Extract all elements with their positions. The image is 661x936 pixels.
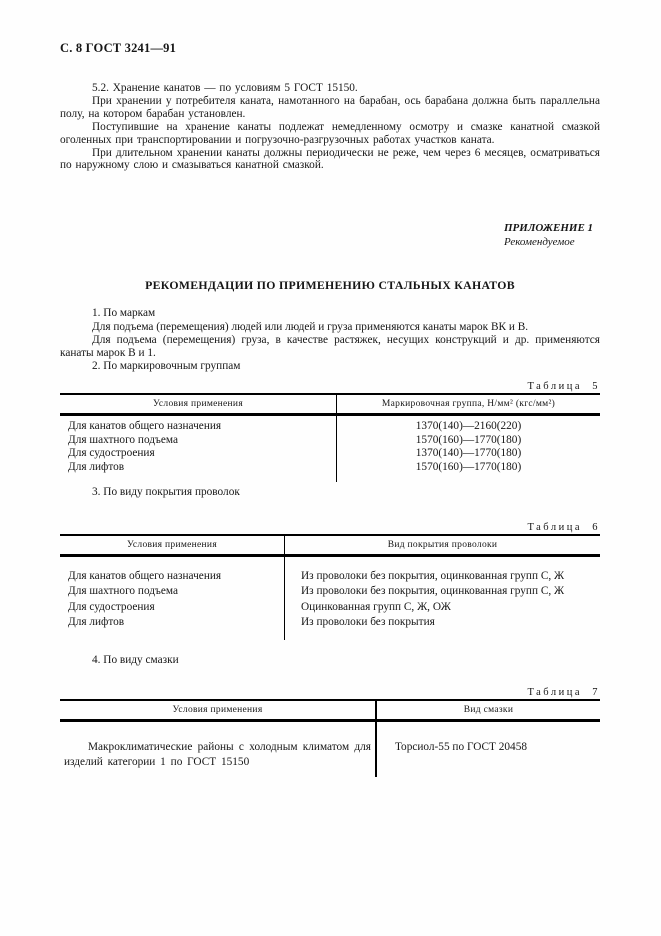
table-6-header-row [60, 536, 600, 557]
section-heading: 2. По маркировочным группам [92, 360, 241, 373]
table-cell: Для лифтов [68, 460, 125, 473]
table-7-body [60, 722, 600, 777]
table-cell: Для судостроения [68, 447, 155, 460]
paragraph: При длительном хранении канаты должны периодически не реже, чем через 6 месяцев, осматриваться по наружному слою и смазываться канатной смазкой. [60, 146, 600, 172]
table-column-conditions [60, 557, 285, 640]
table-cell: Торсиол-55 по ГОСТ 20458 [395, 741, 527, 754]
section-4 [60, 654, 600, 667]
table-5-body [60, 416, 600, 482]
section-heading: 1. По маркам [92, 307, 156, 320]
section-1 [60, 307, 600, 373]
page-content [60, 41, 600, 777]
table-header-cell: Вид покрытия проволоки [387, 540, 498, 551]
table-5-header-row [60, 395, 600, 416]
table-cell: Для канатов общего назначения [68, 570, 222, 583]
table-cell: Макроклиматические районы с холодным климатом для изделий категории 1 по ГОСТ 15150 [64, 741, 371, 768]
table-column-conditions [60, 416, 337, 482]
table-7-header-row [60, 701, 600, 722]
table-column-lubricant [377, 722, 600, 777]
table-header-cell: Условия применения [60, 536, 285, 554]
table-header-cell: Маркировочная группа, Н/мм² (кгс/мм²) [381, 399, 556, 410]
table-cell: Из проволоки без покрытия, оцинкованная групп С, Ж [301, 585, 565, 598]
table-column-conditions [60, 722, 377, 777]
section-heading: 4. По виду смазки [92, 654, 179, 666]
table-6-body [60, 557, 600, 640]
table-5 [60, 393, 600, 482]
table-cell: Для судостроения [68, 600, 155, 613]
table-7-caption: Таблица 7 [527, 687, 600, 699]
section-3 [60, 486, 600, 499]
annex-block [504, 222, 600, 249]
table-cell: Для канатов общего назначения [68, 420, 222, 433]
table-cell: Оцинкованная групп С, Ж, ОЖ [301, 600, 451, 613]
table-header-cell: Условия применения [60, 701, 377, 719]
table-cell: 1370(140)—1770(180) [415, 447, 522, 460]
table-cell: Для лифтов [68, 615, 125, 628]
annex-label: ПРИЛОЖЕНИЕ 1 [504, 222, 594, 235]
paragraph: 5.2. Хранение канатов — по условиям 5 ГОСТ 15150. [92, 82, 358, 94]
table-cell: Для шахтного подъема [68, 585, 178, 598]
table-5-caption: Таблица 5 [527, 381, 600, 393]
table-cell: 1370(140)—2160(220) [415, 420, 522, 433]
table-header-cell: Условия применения [60, 395, 337, 413]
paragraph: Для подъема (перемещения) людей или людей и груза применяются канаты марок ВК и В. [92, 320, 529, 333]
table-cell: Из проволоки без покрытия [301, 615, 435, 628]
table-6-caption: Таблица 6 [527, 522, 600, 534]
table-header-cell: Вид смазки [463, 705, 514, 716]
table-cell: 1570(160)—1770(180) [415, 433, 522, 446]
table-6 [60, 534, 600, 640]
table-cell: Из проволоки без покрытия, оцинкованная групп С, Ж [301, 570, 565, 583]
intro-text [60, 82, 600, 172]
table-cell: 1570(160)—1770(180) [415, 460, 522, 473]
running-head: С. 8 ГОСТ 3241—91 [60, 41, 177, 55]
table-7 [60, 699, 600, 777]
table-column-group [337, 416, 600, 482]
section-heading: 3. По виду покрытия проволок [92, 485, 240, 498]
document-title: РЕКОМЕНДАЦИИ ПО ПРИМЕНЕНИЮ СТАЛЬНЫХ КАНАТОВ [145, 278, 515, 293]
annex-note: Рекомендуемое [504, 235, 575, 248]
paragraph: Поступившие на хранение канаты подлежат немедленному осмотру и смазке канатной смазкой оголенных при транспортировании и погрузочно-разгрузочных работах участков каната. [60, 120, 600, 146]
table-column-coating [285, 557, 600, 640]
paragraph: При хранении у потребителя каната, намотанного на барабан, ось барабана должна быть параллельна полу, на котором барабан установлен. [60, 94, 600, 120]
table-cell: Для шахтного подъема [68, 433, 178, 446]
paragraph: Для подъема (перемещения) груза, в качестве растяжек, несущих конструкций и др. применяются канаты марок В и 1. [60, 333, 600, 359]
